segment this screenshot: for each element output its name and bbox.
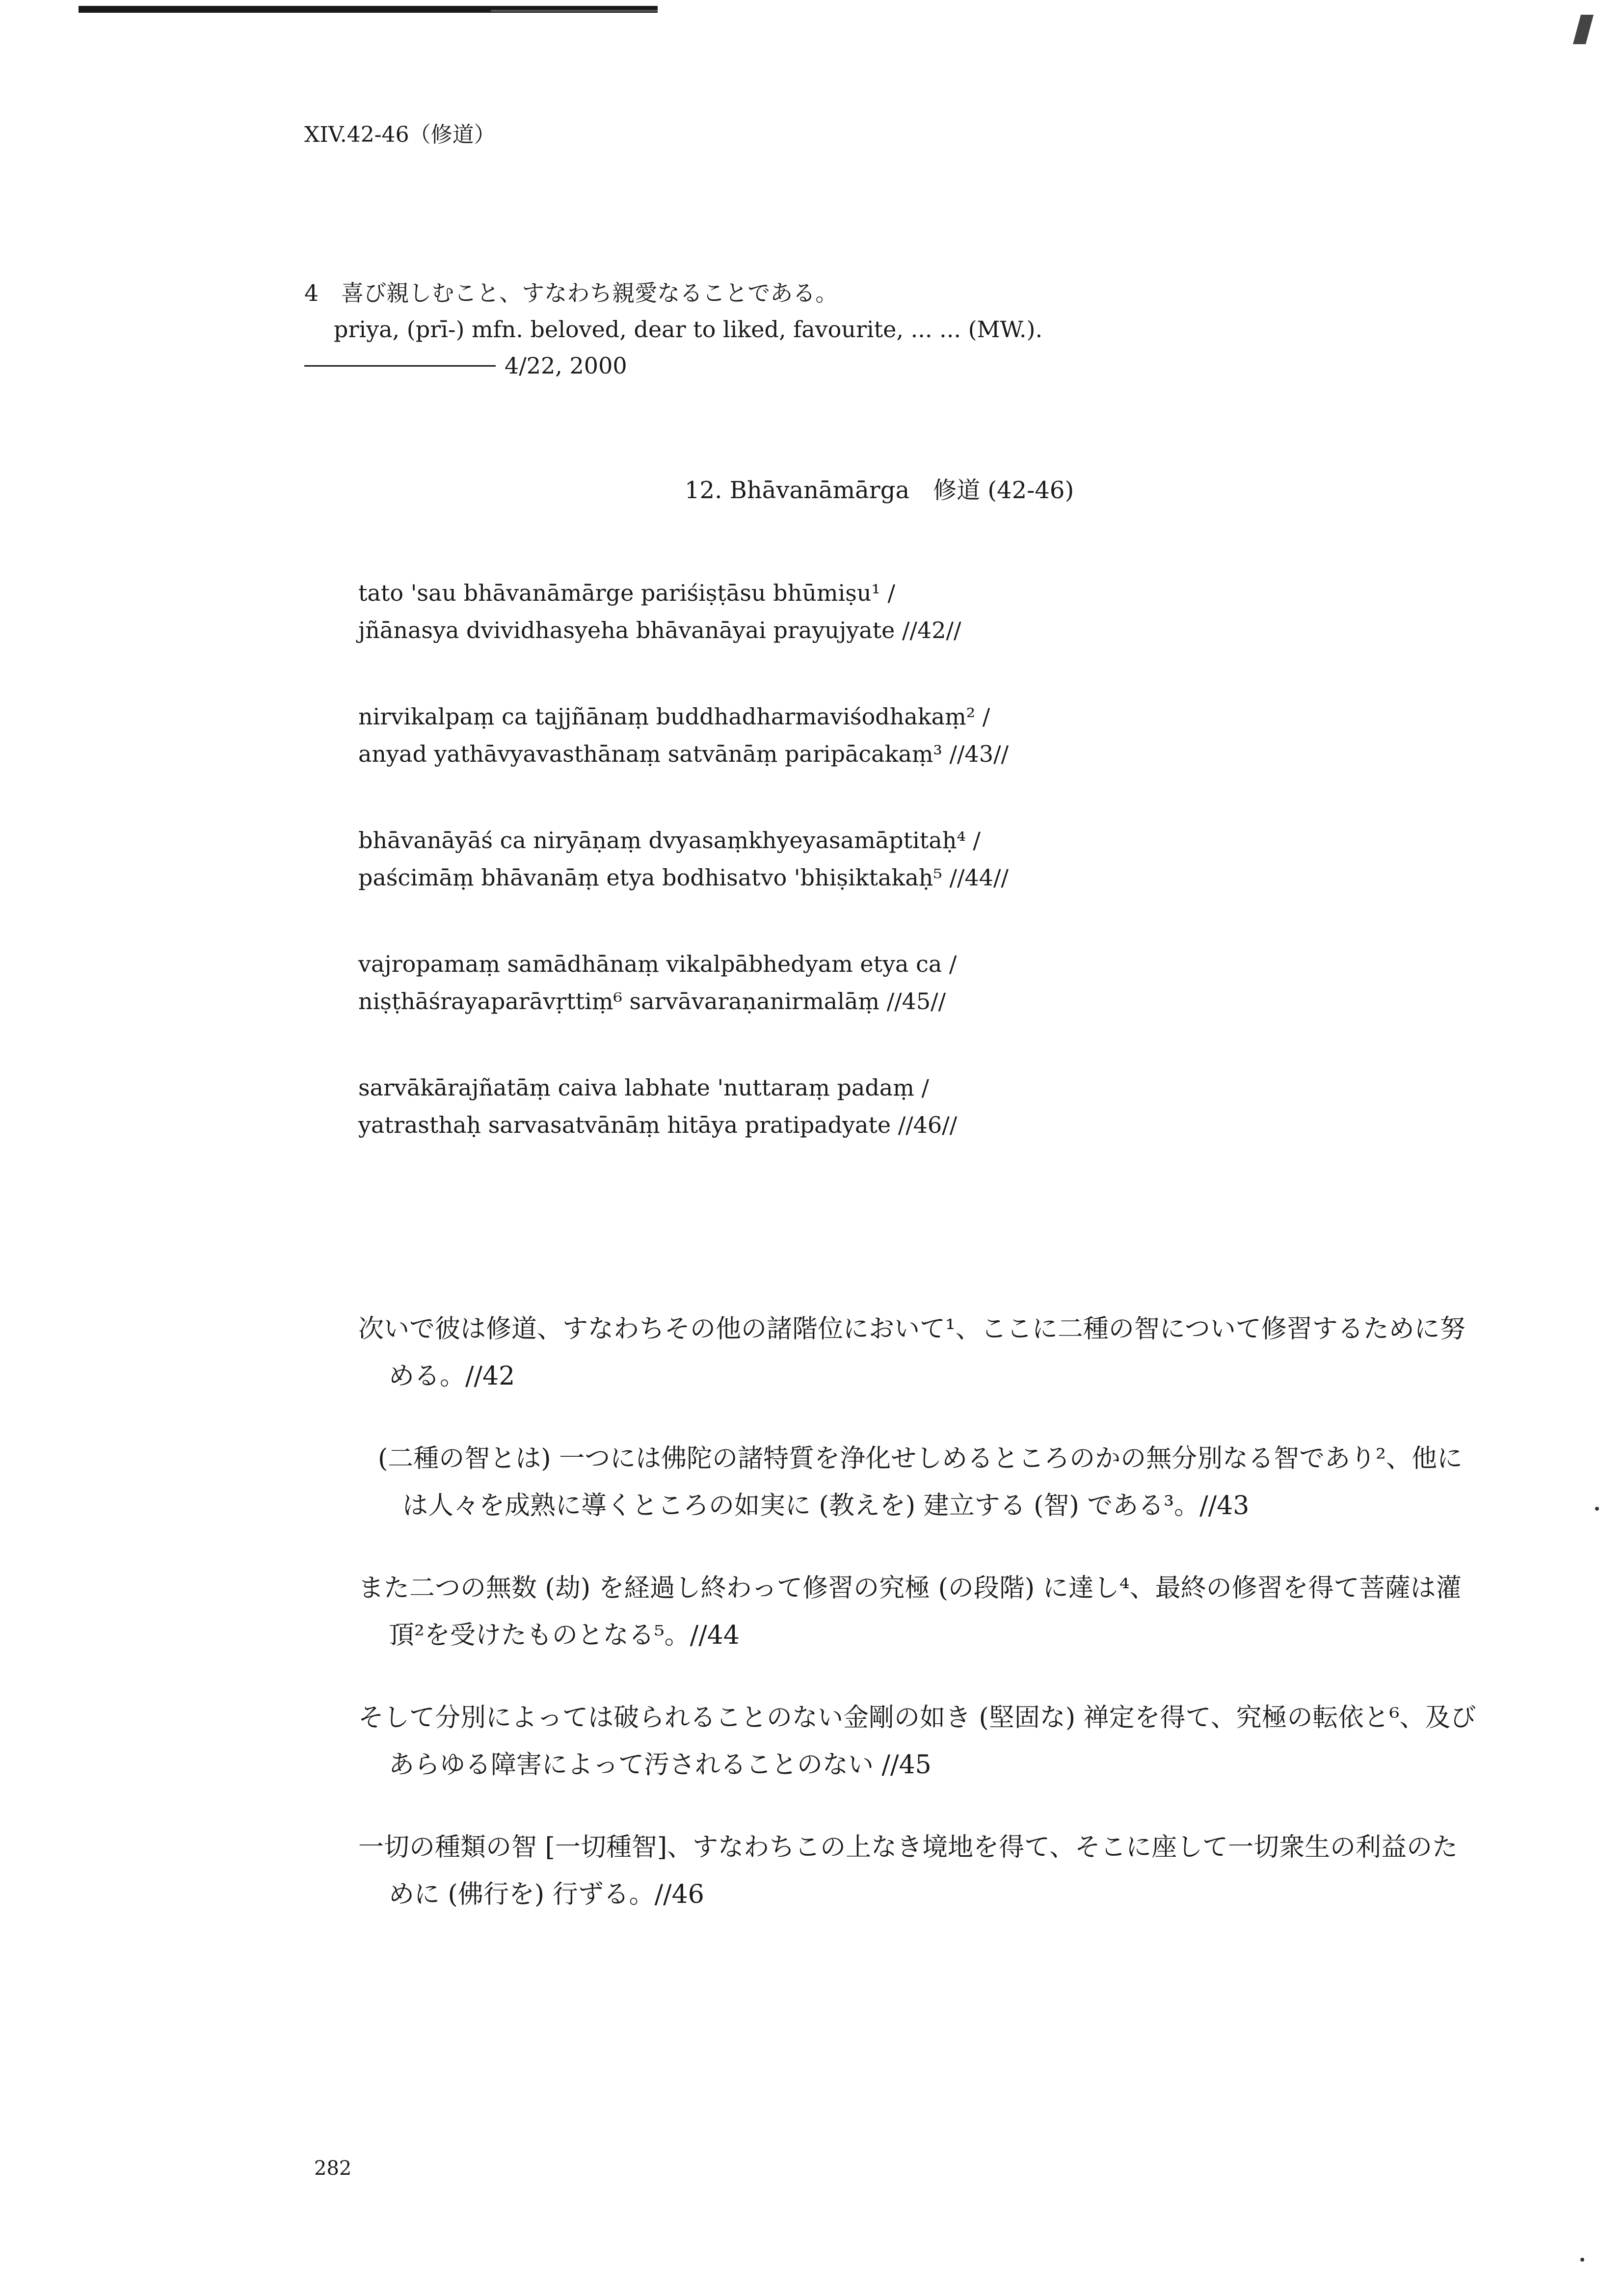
verse-line: sarvākārajñatāṃ caiva labhate 'nuttaraṃ padaṃ / bbox=[358, 1074, 929, 1101]
verse-line: vajropamaṃ samādhānaṃ vikalpābhedyam etya ca / bbox=[358, 951, 957, 977]
translation-42: 次いで彼は修道、すなわちその他の諸階位において¹、ここに二種の智について修習するために努める。//42 bbox=[358, 1314, 1465, 1391]
verse-line: nirvikalpaṃ ca tajjñānaṃ buddhadharmaviśodhakaṃ² / bbox=[358, 703, 990, 730]
verse-44 bbox=[358, 822, 1009, 896]
verse-line: jñānasya dvividhasyeha bhāvanāyai prayujyate //42// bbox=[358, 617, 961, 643]
footnote-rule bbox=[304, 365, 496, 367]
verse-line: niṣṭhāśrayaparāvṛttiṃ⁶ sarvāvaraṇanirmalāṃ //45// bbox=[358, 988, 946, 1015]
footnote-line-2: priya, (prī-) mfn. beloved, dear to liked, favourite, ... ... (MW.). bbox=[334, 316, 1043, 343]
japanese-translation bbox=[358, 1306, 1477, 1953]
verse-42 bbox=[358, 574, 1009, 649]
sanskrit-verses bbox=[358, 574, 1009, 1193]
verse-line: paścimāṃ bhāvanāṃ etya bodhisatvo 'bhiṣiktakaḥ⁵ //44// bbox=[358, 864, 1009, 891]
verse-43 bbox=[358, 698, 1009, 773]
footnote-date: 4/22, 2000 bbox=[505, 352, 627, 379]
verse-46 bbox=[358, 1069, 1009, 1144]
translation-44: また二つの無数 (劫) を経過し終わって修習の究極 (の段階) に達し⁴、最終の修習を得て菩薩は灌頂²を受けたものとなる⁵。//44 bbox=[358, 1574, 1462, 1650]
translation-43: (二種の智とは) 一つには佛陀の諸特質を浄化せしめるところのかの無分別なる智であり²、他には人々を成熟に導くところの如実に (教えを) 建立する (智) である³。//43 bbox=[378, 1444, 1463, 1521]
verse-line: anyad yathāvyavasthānaṃ satvānāṃ paripācakaṃ³ //43// bbox=[358, 741, 1009, 767]
verse-line: yatrasthaḥ sarvasatvānāṃ hitāya pratipadyate //46// bbox=[358, 1112, 958, 1138]
section-title: 12. Bhāvanāmārga 修道 (42-46) bbox=[685, 477, 1074, 504]
scan-speck bbox=[1580, 2258, 1584, 2262]
verse-line: bhāvanāyāś ca niryāṇaṃ dvyasaṃkhyeyasamāptitaḥ⁴ / bbox=[358, 827, 981, 854]
footnote-block bbox=[304, 275, 1042, 384]
verse-line: tato 'sau bhāvanāmārge pariśiṣṭāsu bhūmiṣu¹ / bbox=[358, 580, 896, 606]
footnote-line-1: 4 喜び親しむこと、すなわち親愛なることである。 bbox=[304, 280, 838, 306]
translation-45: そして分別によっては破られることのない金剛の如き (堅固な) 禅定を得て、究極の転依と⁶、及びあらゆる障害によって汚されることのない //45 bbox=[358, 1703, 1476, 1780]
scan-top-border-thin bbox=[491, 10, 658, 12]
scan-corner-mark bbox=[1573, 15, 1594, 44]
translation-46: 一切の種類の智 [一切種智]、すなわちこの上なき境地を得て、そこに座して一切衆生の利益のために (佛行を) 行ずる。//46 bbox=[358, 1833, 1458, 1909]
verse-45 bbox=[358, 945, 1009, 1020]
footnote-line-3 bbox=[304, 347, 1042, 384]
running-head: XIV.42-46（修道） bbox=[304, 122, 496, 147]
scan-speck bbox=[1595, 1507, 1599, 1511]
page-number: 282 bbox=[314, 2157, 352, 2180]
